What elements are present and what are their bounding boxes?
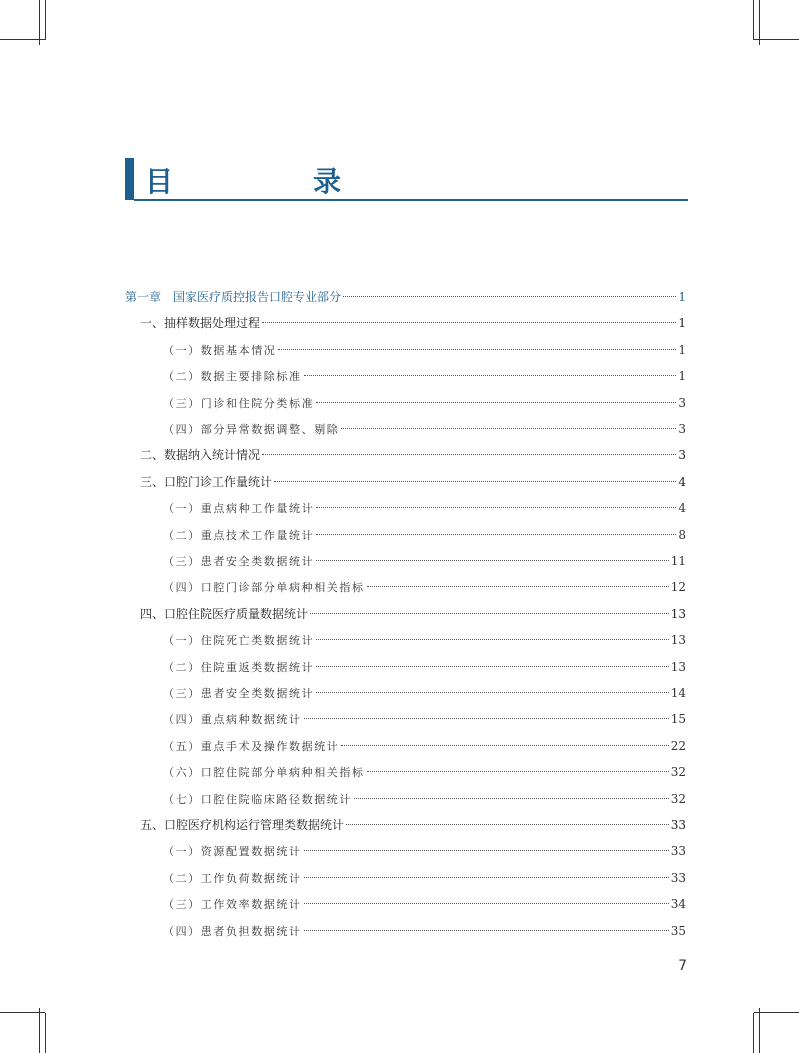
toc-leader-dots [304, 903, 669, 904]
toc-leader-dots [278, 349, 676, 350]
toc-leader-dots [304, 930, 669, 931]
toc-entry[interactable] [140, 445, 686, 465]
toc-entry[interactable] [163, 340, 686, 360]
toc-entry-page: 1 [678, 290, 686, 304]
toc-entry[interactable] [163, 525, 686, 545]
toc-leader-dots [262, 322, 676, 323]
toc-entry-page: 1 [678, 369, 686, 384]
toc-entry-label: （三）门诊和住院分类标准 [163, 396, 315, 410]
toc-leader-dots [262, 454, 676, 455]
toc-leader-dots [316, 402, 676, 403]
toc-entry-page: 33 [670, 844, 686, 859]
toc-entry[interactable] [163, 577, 686, 597]
toc-entry-label: 三、口腔门诊工作量统计 [140, 474, 273, 489]
toc-leader-dots [304, 718, 669, 719]
toc-entry-label: 一、抽样数据处理过程 [140, 316, 261, 331]
toc-leader-dots [316, 534, 676, 535]
toc-entry-page: 22 [670, 738, 686, 753]
page-number: 7 [678, 958, 687, 974]
crop-mark-bottom-right-v2 [753, 1013, 754, 1053]
toc-entry[interactable] [163, 366, 686, 386]
toc-entry-label: 四、口腔住院医疗质量数据统计 [140, 606, 309, 621]
toc-entry-label: （一）资源配置数据统计 [163, 845, 302, 859]
toc-entry[interactable] [163, 736, 686, 756]
toc-entry[interactable] [140, 313, 686, 333]
toc-leader-dots [316, 639, 669, 640]
toc-entry-label: （一）住院死亡类数据统计 [163, 634, 315, 648]
toc-entry-page: 3 [678, 422, 686, 436]
toc-entry[interactable] [163, 393, 686, 413]
toc-entry-page: 15 [670, 712, 686, 727]
toc-leader-dots [304, 877, 669, 878]
toc-entry-page: 3 [678, 448, 686, 463]
toc-leader-dots [341, 428, 676, 429]
toc-entry-page: 33 [670, 870, 686, 885]
toc-entry[interactable] [163, 762, 686, 782]
toc-entry[interactable] [163, 498, 686, 518]
crop-mark-top-right-v [759, 0, 760, 45]
crop-mark-top-left-v2 [45, 0, 46, 40]
toc-entry-label: （五）重点手术及操作数据统计 [163, 739, 340, 753]
toc-entry-page: 13 [670, 633, 686, 648]
toc-entry-label: （二）数据主要排除标准 [163, 370, 302, 384]
toc-entry-label: （三）患者安全类数据统计 [163, 687, 315, 700]
toc-entry[interactable] [163, 789, 686, 809]
crop-mark-top-left-v [39, 0, 40, 45]
toc-heading [125, 158, 688, 201]
crop-mark-bottom-right-h [754, 1012, 799, 1013]
toc-leader-dots [316, 692, 669, 693]
toc-entry-page: 34 [670, 897, 686, 912]
toc-entry[interactable] [163, 551, 686, 571]
toc-entry[interactable] [140, 472, 686, 492]
title-accent-bar [125, 158, 134, 200]
toc-leader-dots [316, 666, 669, 667]
toc-entry-label: 第一章 国家医疗质控报告口腔专业部分 [125, 290, 342, 304]
toc-leader-dots [316, 560, 669, 561]
toc-entry-label: （四）部分异常数据调整、剔除 [163, 423, 340, 436]
toc-entry-label: （二）重点技术工作量统计 [163, 528, 315, 542]
toc-entry-label: （一）重点病种工作量统计 [163, 502, 315, 516]
crop-mark-bottom-right-v [759, 1008, 760, 1053]
toc-entry[interactable] [163, 630, 686, 650]
toc-leader-dots [310, 613, 669, 614]
toc-leader-dots [316, 507, 676, 508]
toc-entry-label: （四）重点病种数据统计 [163, 713, 302, 727]
toc-entry[interactable] [140, 815, 686, 835]
page-title: 目 录 [145, 165, 398, 198]
toc-entry-page: 35 [670, 923, 686, 938]
toc-entry-label: （四）患者负担数据统计 [163, 924, 302, 938]
crop-mark-top-right-h [754, 39, 799, 40]
toc-entry-page: 13 [670, 606, 686, 621]
toc-entry-label: （三）患者安全类数据统计 [163, 555, 315, 568]
toc-entry-label: （七）口腔住院临床路径数据统计 [163, 792, 352, 806]
toc-entry[interactable] [140, 604, 686, 624]
toc-entry-page: 12 [670, 580, 686, 595]
toc-entry-label: （二）住院重返类数据统计 [163, 660, 315, 674]
toc-leader-dots [341, 745, 668, 746]
toc-leader-dots [346, 824, 669, 825]
toc-leader-dots [304, 850, 669, 851]
toc-leader-dots [367, 586, 669, 587]
toc-leader-dots [343, 296, 676, 297]
toc-entry-page: 1 [678, 342, 686, 357]
crop-mark-bottom-left-v2 [45, 1013, 46, 1053]
toc-entry-label: 二、数据纳入统计情况 [140, 448, 261, 463]
toc-entry-page: 32 [670, 791, 686, 806]
toc-entry-page: 4 [678, 501, 686, 516]
toc-entry[interactable] [125, 287, 686, 307]
toc-leader-dots [274, 481, 676, 482]
title-underline [134, 199, 688, 201]
toc-entry-page: 13 [670, 659, 686, 674]
toc-entry-page: 4 [678, 474, 686, 489]
toc-entry-page: 14 [670, 686, 686, 700]
toc-entry[interactable] [163, 657, 686, 677]
toc-leader-dots [304, 375, 677, 376]
toc-leader-dots [354, 798, 669, 799]
toc-entry-page: 33 [670, 818, 686, 832]
toc-entry-label: （三）工作效率数据统计 [163, 898, 302, 912]
toc-entry[interactable] [163, 894, 686, 914]
toc-entry[interactable] [163, 868, 686, 888]
toc-entry[interactable] [163, 841, 686, 861]
crop-mark-top-right-v2 [753, 0, 754, 40]
toc-entry-page: 8 [678, 527, 686, 542]
toc-entry[interactable] [163, 419, 686, 439]
toc-entry-page: 3 [678, 395, 686, 410]
toc-entry-page: 11 [670, 554, 686, 568]
toc-entry-label: （四）口腔门诊部分单病种相关指标 [163, 581, 365, 595]
toc-entry-label: （六）口腔住院部分单病种相关指标 [163, 766, 365, 780]
toc-entry-label: （一）数据基本情况 [163, 343, 277, 357]
toc-entry-label: 五、口腔医疗机构运行管理类数据统计 [140, 818, 345, 832]
toc-entry-page: 1 [678, 316, 686, 331]
toc-entry-label: （二）工作负荷数据统计 [163, 871, 302, 885]
toc-entry[interactable] [163, 683, 686, 703]
crop-mark-bottom-left-v [39, 1008, 40, 1053]
toc-entry-page: 32 [670, 765, 686, 780]
toc-entry[interactable] [163, 921, 686, 941]
toc-leader-dots [367, 771, 669, 772]
toc-entry[interactable] [163, 709, 686, 729]
